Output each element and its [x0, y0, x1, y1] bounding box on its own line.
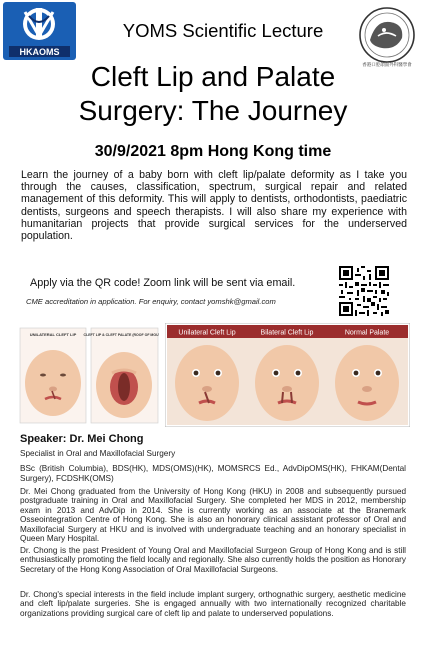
speaker-bio-paragraph: Dr. Chong's special interests in the field include implant surgery, orthognathic surgery, aesthetic medicine and cleft lip/palate surgeries. She is engaged annually with two internationally recognized charitable organizations providing surgical care of cleft lip and palate to underserved populations.	[20, 590, 406, 618]
speaker-bio-paragraph: Dr. Mei Chong graduated from the University of Hong Kong (HKU) in 2008 and subsequently pursued postgraduate training in Oral and Maxillofacial Surgery. She completed her MDS in 2012, membership exam in 2013 and AdvDip in 2014. She is currently working as an associate at the Branemark Osseointegration Centre of Hong Kong. She is also an honorary clinical assistant professor of Oral and Maxillofacial Surgery at HKU and is involved with undergraduate teaching and an honorary specialist in Queen Mary Hospital.	[20, 487, 406, 544]
hospital-society-caption: 香港口腔頜面外科醫學會	[362, 63, 412, 68]
cme-note: CME accreditation in application. For enquiry, contact yomshk@gmail.com	[26, 297, 276, 306]
society-logo-icon	[3, 2, 76, 60]
cleft-comparison-illustration	[165, 323, 410, 427]
society-logo-text: HKAOMS	[19, 47, 60, 57]
right-panel-label-1: Unilateral Cleft Lip	[178, 329, 236, 337]
right-panel-label-2: Bilateral Cleft Lip	[260, 329, 314, 337]
speaker-qualifications: BSc (British Columbia), BDS(HK), MDS(OMS)(HK), MOMSRCS Ed., AdvDipOMS(HK), FHKAM(Dental Surgery), FCDSHK(OMS)	[20, 464, 406, 483]
title-line-1: Cleft Lip and Palate	[90, 61, 336, 92]
lecture-abstract: Learn the journey of a baby born with cleft lip/palate deformity as I take you through the causes, classification, spectrum, surgical repair and related management of this deformity. This will apply to dentists, orthodontists, paediatric dentists, surgeons and speech therapists. I will also share my experience with humanitarian projects that provide surgical services for the underserved population.	[21, 169, 407, 243]
lecture-datetime: 30/9/2021 8pm Hong Kong time	[94, 143, 332, 160]
title-line-2: Surgery: The Journey	[78, 95, 348, 126]
right-panel-label-3: Normal Palate	[344, 329, 390, 337]
speaker-bio-paragraph: Dr. Chong is the past President of Young Oral and Maxillofacial Surgeon Group of Hong Kong and is still enthusiastically promoting the field locally and regionally. She also currently holds the position as Honorary Secretary of the Hong Kong Association of Oral Maxillofacial Surgeons.	[20, 546, 406, 574]
speaker-role: Specialist in Oral and Maxillofacial Surgery	[20, 449, 176, 458]
cleft-illustration-left	[19, 327, 159, 424]
left-panel-label-1: UNILATERAL CLEFT LIP	[29, 332, 77, 337]
lecture-title	[30, 60, 396, 128]
hospital-society-logo-icon	[352, 6, 422, 68]
qr-code-icon[interactable]	[339, 266, 389, 316]
left-panel-label-2: CLEFT LIP & CLEFT PALATE (ROOF OF MOUTH)	[83, 333, 159, 337]
apply-instructions: Apply via the QR code! Zoom link will be sent via email.	[30, 277, 296, 289]
series-title: YOMS Scientific Lecture	[122, 20, 324, 41]
speaker-heading: Speaker: Dr. Mei Chong	[20, 433, 144, 445]
